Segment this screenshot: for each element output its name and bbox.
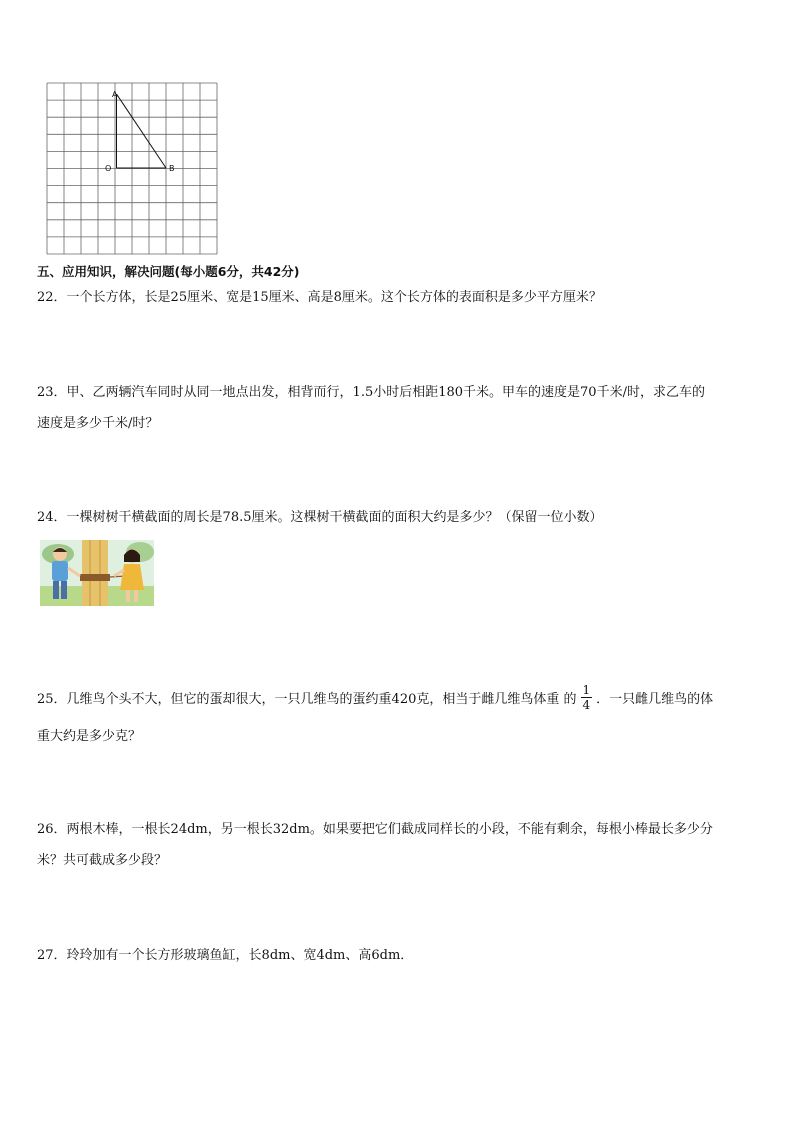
question-25-text-before: 25．几维鸟个头不大，但它的蛋却很大，一只几维鸟的蛋约重420克，相当于雌几维鸟体重 的 [37, 692, 577, 707]
question-25-line1 [37, 685, 713, 715]
fraction-numerator: 1 [582, 683, 591, 697]
segment-ab [117, 94, 167, 168]
question-25-line2: 重大约是多少克？ [37, 729, 142, 744]
question-25-text-after: ．一只雌几维鸟的体 [596, 692, 714, 707]
fraction-denominator: 4 [582, 698, 591, 712]
tree-measuring-illustration [40, 540, 154, 606]
point-o-label: O [105, 164, 112, 173]
grid-diagram [46, 82, 218, 255]
point-b-label: B [169, 164, 175, 173]
fraction-one-quarter [581, 683, 593, 712]
section-title: 五、应用知识，解决问题(每小题6分，共42分) [37, 264, 300, 279]
question-23-line2: 速度是多少千米/时？ [37, 416, 159, 431]
question-22: 22．一个长方体，长是25厘米、宽是15厘米、高是8厘米。这个长方体的表面积是多少平方厘米？ [37, 290, 602, 305]
point-a-label: A [112, 90, 118, 99]
question-24: 24．一棵树树干横截面的周长是78.5厘米。这棵树干横截面的面积大约是多少？（保留一位小数） [37, 510, 603, 525]
question-26-line1: 26．两根木棒，一根长24dm，另一根长32dm。如果要把它们截成同样长的小段，不能有剩余，每根小棒最长多少分 [37, 822, 713, 837]
question-27: 27．玲玲加有一个长方形玻璃鱼缸，长8dm、宽4dm、高6dm． [37, 948, 414, 963]
question-26-line2: 米？共可截成多少段？ [37, 853, 168, 868]
question-23-line1: 23．甲、乙两辆汽车同时从同一地点出发，相背而行，1.5小时后相距180千米。甲车的速度是70千米/时，求乙车的 [37, 385, 705, 400]
